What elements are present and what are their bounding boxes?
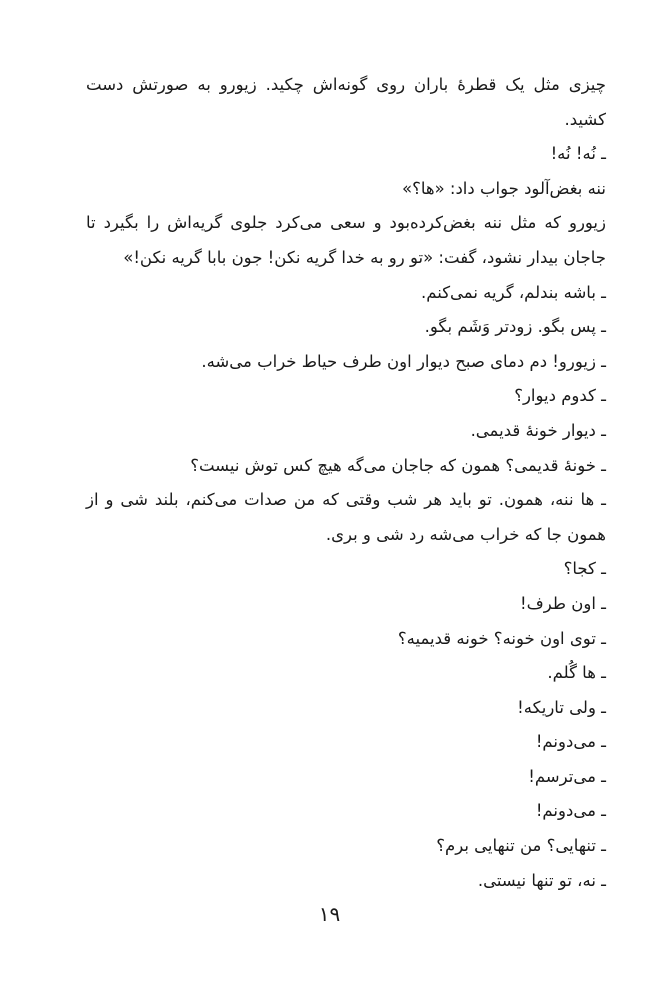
dialogue-line: ـ دیوار خونهٔ قدیمی. <box>470 420 606 440</box>
dialogue-line: ـ نُه! نُه! <box>550 144 606 164</box>
dialogue-line: ـ کدوم دیوار؟ <box>514 386 606 406</box>
dialogue-line: ـ تنهایی؟ من تنهایی برم؟ <box>436 836 606 856</box>
paragraph: زیورو که مثل ننه بغض‌کرده‌بود و سعی می‌کرد جلوی گریه‌اش را بگیرد تا جاجان بیدار نشود، گفت: «تو رو به خدا گریه نکن! جون بابا گریه نکن!» <box>86 213 606 267</box>
dialogue-line: ـ ها گُلم. <box>547 663 606 683</box>
dialogue-line: ـ پس بگو. زودتر وَشَم بگو. <box>424 317 606 337</box>
dialogue-line: ـ توی اون خونه؟ خونه قدیمیه؟ <box>397 628 606 648</box>
dialogue-line: ـ ها ننه، همون. تو باید هر شب وقتی که من صدات می‌کنم، بلند شی و از همون جا که خراب می‌شه رد شی و بری. <box>86 490 606 544</box>
dialogue-line: ـ می‌ترسم! <box>528 766 606 786</box>
dialogue-line: ـ خونهٔ قدیمی؟ همون که جاجان می‌گه هیچ کس توش نیست؟ <box>190 455 606 475</box>
dialogue-line: ـ می‌دونم! <box>535 732 606 752</box>
body-text <box>86 68 606 898</box>
page-number: ۱۹ <box>318 902 341 926</box>
paragraph: ننه بغض‌آلود جواب داد: «ها؟» <box>401 178 606 198</box>
dialogue-line: ـ اون طرف! <box>520 593 606 613</box>
dialogue-line: ـ می‌دونم! <box>535 801 606 821</box>
dialogue-line: ـ نه، تو تنها نیستی. <box>477 870 606 890</box>
dialogue-line: ـ ولی تاریکه! <box>517 697 606 717</box>
dialogue-line: ـ زیورو! دم دمای صبح دیوار اون طرف حیاط خراب می‌شه. <box>201 351 606 371</box>
paragraph: چیزی مثل یک قطرهٔ باران روی گونه‌اش چکید. زیورو به صورتش دست کشید. <box>86 75 606 129</box>
dialogue-line: ـ کجا؟ <box>563 559 606 579</box>
dialogue-line: ـ باشه بندلم، گریه نمی‌کنم. <box>420 282 606 302</box>
